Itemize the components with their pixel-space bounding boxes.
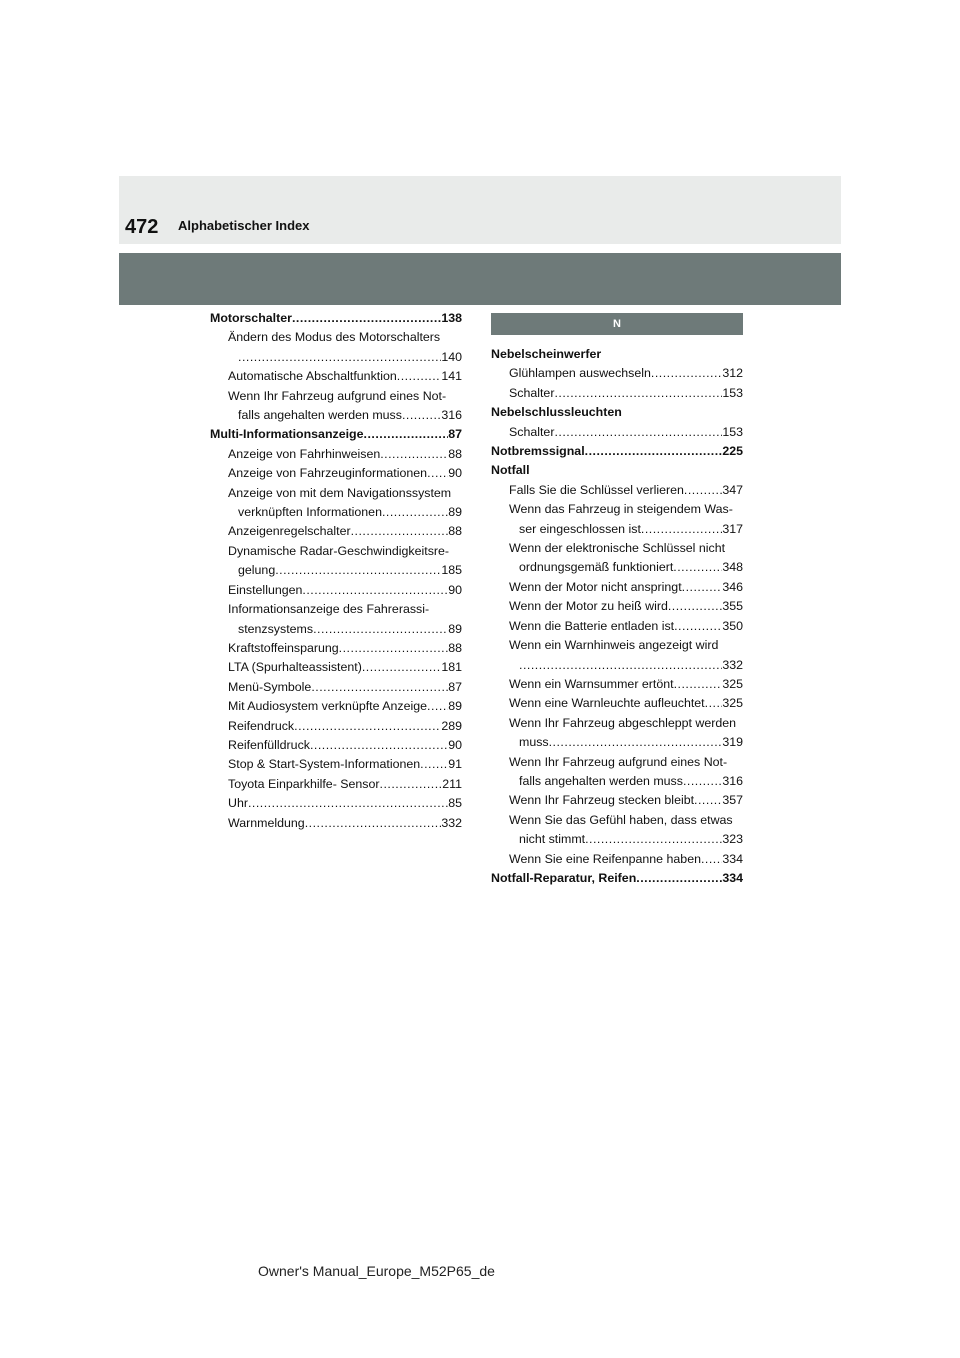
page-reference: 347 [722,482,743,497]
index-sub-entry [491,597,743,616]
index-sub-entry [210,464,462,483]
index-main-entry [491,461,743,480]
header-band [119,176,841,244]
dot-leader [683,772,722,791]
dot-leader [668,597,722,616]
entry-text: Wenn der Motor nicht anspringt [509,579,682,594]
index-sub-entry [210,736,462,755]
entry-text: Wenn eine Warnleuchte aufleuchtet [509,696,705,711]
dot-leader [380,775,443,794]
entry-text: LTA (Spurhalteassistent) [228,660,362,675]
index-main-entry [491,345,743,364]
dot-leader [382,503,448,522]
index-sub-entry [491,694,743,713]
section-title: Alphabetischer Index [178,218,310,233]
page-reference: 185 [441,563,462,578]
entry-text: Wenn der Motor zu heiß wird [509,599,668,614]
dot-leader [585,442,723,461]
page-reference: 91 [448,757,462,772]
index-sub-entry [210,367,462,386]
index-sub-entry [491,772,743,791]
page-reference: 350 [722,618,743,633]
page-reference: 85 [448,796,462,811]
index-entries-n [491,345,743,888]
index-sub-entry [491,384,743,403]
entry-text: Wenn Ihr Fahrzeug aufgrund eines Not- [228,388,447,403]
entry-text: Wenn Sie das Gefühl haben, dass etwas [509,812,733,827]
index-sub-entry [491,791,743,810]
page-reference: 153 [722,424,743,439]
index-sub-entry [491,520,743,539]
entry-text: gelung [238,563,276,578]
entry-text: Wenn Sie eine Reifenpanne haben [509,851,701,866]
letter-heading-n: N [491,313,743,335]
entry-text: nicht stimmt [519,832,586,847]
index-main-entry [210,425,462,444]
dot-leader [705,694,723,713]
index-main-entry [491,403,743,422]
entry-text: Multi-Informationsanzeige [210,427,364,442]
page-reference: 141 [441,369,462,384]
index-sub-entry [491,656,743,675]
page-reference: 317 [722,521,743,536]
page-reference: 88 [448,524,462,539]
entry-text: Wenn Ihr Fahrzeug stecken bleibt [509,793,695,808]
index-sub-entry [491,558,743,577]
entry-text: Notbremssignal [491,444,585,459]
dot-leader [305,814,442,833]
entry-text: Einstellungen [228,582,303,597]
dot-leader [585,830,722,849]
page-reference: 89 [448,699,462,714]
entry-text: Uhr [228,796,248,811]
page-reference: 181 [441,660,462,675]
dot-leader [427,464,448,483]
index-sub-entry [210,484,462,503]
index-sub-entry [210,658,462,677]
index-sub-entry [491,500,743,519]
page-reference: 316 [722,773,743,788]
entry-text: Toyota Einparkhilfe- Sensor [228,776,380,791]
index-sub-entry [491,617,743,636]
entry-text: ser eingeschlossen ist [519,521,641,536]
index-main-entry [210,309,462,328]
index-sub-entry [210,639,462,658]
index-sub-entry [210,503,462,522]
index-column-left [210,309,462,833]
page-reference: 211 [442,776,462,791]
entry-text: Wenn ein Warnsummer ertönt [509,676,674,691]
dot-leader [682,578,723,597]
page-reference: 87 [448,679,462,694]
dot-leader [549,733,723,752]
page-reference: 225 [722,444,743,459]
page-reference: 89 [448,505,462,520]
index-sub-entry [491,733,743,752]
dot-leader [380,445,448,464]
entry-text: muss [519,735,549,750]
index-sub-entry [491,850,743,869]
footer-document-id: Owner's Manual_Europe_M52P65_de [258,1263,495,1279]
entry-text: Reifendruck [228,718,295,733]
index-sub-entry [210,697,462,716]
index-sub-entry [210,755,462,774]
entry-text: Anzeige von Fahrhinweisen [228,446,381,461]
entry-text: Wenn das Fahrzeug in steigendem Was- [509,502,733,517]
index-sub-entry [210,387,462,406]
index-sub-entry [210,620,462,639]
index-sub-entry [210,814,462,833]
entry-text: Kraftstoffeinsparung [228,640,339,655]
entry-text: Nebelschlussleuchten [491,405,622,420]
index-sub-entry [491,481,743,500]
dot-leader [674,617,722,636]
dot-leader [402,406,441,425]
page-reference: 140 [441,349,462,364]
index-sub-entry [491,753,743,772]
entry-text: Wenn Ihr Fahrzeug aufgrund eines Not- [509,754,728,769]
entry-text: Automatische Abschaltfunktion [228,369,397,384]
dot-leader [673,558,722,577]
index-sub-entry [491,714,743,733]
index-sub-entry [210,581,462,600]
dot-leader [310,736,448,755]
page-reference: 90 [448,582,462,597]
index-sub-entry [210,522,462,541]
entry-text: Falls Sie die Schlüssel verlieren [509,482,684,497]
dot-leader [651,364,722,383]
page-reference: 319 [722,735,743,750]
dot-leader [275,561,441,580]
entry-text: Wenn ein Warnhinweis angezeigt wird [509,638,719,653]
entry-text: Wenn der elektronische Schlüssel nicht [509,541,726,556]
index-sub-entry [210,445,462,464]
page-reference: 90 [448,737,462,752]
entry-text: falls angehalten werden muss [519,773,683,788]
entry-text: Menü-Symbole [228,679,312,694]
entry-text: stenzsystems [238,621,314,636]
page-reference: 289 [441,718,462,733]
entry-text: Informationsanzeige des Fahrerassi- [228,602,430,617]
page-reference: 90 [448,466,462,481]
dot-leader [519,656,722,675]
index-sub-entry [491,675,743,694]
dot-leader [292,309,441,328]
dot-leader [420,755,448,774]
entry-text: Schalter [509,385,555,400]
page-reference: 332 [441,815,462,830]
index-sub-entry [210,678,462,697]
page-reference: 88 [448,446,462,461]
dot-leader [294,717,441,736]
entry-text: Wenn die Batterie entladen ist [509,618,675,633]
index-sub-entry [491,578,743,597]
page-reference: 87 [448,427,462,442]
entry-text: Anzeige von Fahrzeuginformationen [228,466,428,481]
index-sub-entry [210,328,462,347]
dot-leader [339,639,449,658]
entry-text: Warnmeldung [228,815,305,830]
dot-leader [554,384,722,403]
index-sub-entry [491,811,743,830]
dot-leader [351,522,449,541]
dot-leader [674,675,723,694]
index-sub-entry [210,794,462,813]
page-reference: 312 [722,366,743,381]
entry-text: Wenn Ihr Fahrzeug abgeschleppt werden [509,715,737,730]
entry-text: Anzeige von mit dem Navigationssystem [228,485,452,500]
index-sub-entry [210,561,462,580]
index-sub-entry [491,636,743,655]
entry-text: Stop & Start-System-Informationen [228,757,421,772]
dot-leader [362,658,441,677]
dot-leader [636,869,722,888]
page-reference: 325 [722,676,743,691]
entry-text: falls angehalten werden muss [238,408,402,423]
dot-leader [427,697,448,716]
entry-text: verknüpften Informationen [238,505,382,520]
entry-text: Mit Audiosystem verknüpfte Anzeige [228,699,428,714]
index-sub-entry [210,775,462,794]
page-reference: 357 [722,793,743,808]
index-sub-entry [210,717,462,736]
index-sub-entry [210,348,462,367]
page-reference: 346 [722,579,743,594]
page-reference: 153 [722,385,743,400]
entry-text: Notfall [491,463,530,478]
page-reference: 138 [441,311,462,325]
dot-leader [313,620,448,639]
page-reference: 334 [722,870,743,885]
index-main-entry [491,869,743,888]
dot-leader [238,348,441,367]
entry-text: Anzeigenregelschalter [228,524,351,539]
page-reference: 88 [448,640,462,655]
dot-leader [641,520,722,539]
dot-leader [684,481,722,500]
index-sub-entry [210,600,462,619]
page-reference: 323 [722,832,743,847]
entry-text: Reifenfülldruck [228,737,310,752]
entry-text: Dynamische Radar-Geschwindigkeitsre- [228,543,450,558]
page-reference: 325 [722,696,743,711]
dot-leader [311,678,448,697]
entry-text: Ändern des Modus des Motorschalters [228,330,441,345]
index-sub-entry [210,406,462,425]
dot-leader [694,791,722,810]
page-number: 472 [125,216,159,238]
index-sub-entry [491,539,743,558]
entry-text: Glühlampen auswechseln [509,366,651,381]
header-dark-band [119,253,841,305]
index-sub-entry [210,542,462,561]
dot-leader [302,581,448,600]
dot-leader [364,425,449,444]
index-sub-entry [491,830,743,849]
index-sub-entry [491,364,743,383]
index-sub-entry [491,423,743,442]
page-reference: 334 [722,851,743,866]
entry-text: Schalter [509,424,555,439]
page-reference: 355 [722,599,743,614]
index-main-entry [491,442,743,461]
entry-text: Nebelscheinwerfer [491,347,602,361]
dot-leader [248,794,448,813]
index-column-right [491,309,743,888]
dot-leader [701,850,722,869]
page-reference: 89 [448,621,462,636]
dot-leader [554,423,722,442]
entry-text: Notfall-Reparatur, Reifen [491,870,637,885]
dot-leader [397,367,442,386]
page-reference: 348 [722,560,743,575]
entry-text: Motorschalter [210,311,292,325]
page-reference: 332 [722,657,743,672]
page-reference: 316 [441,408,462,423]
entry-text: ordnungsgemäß funktioniert [519,560,674,575]
